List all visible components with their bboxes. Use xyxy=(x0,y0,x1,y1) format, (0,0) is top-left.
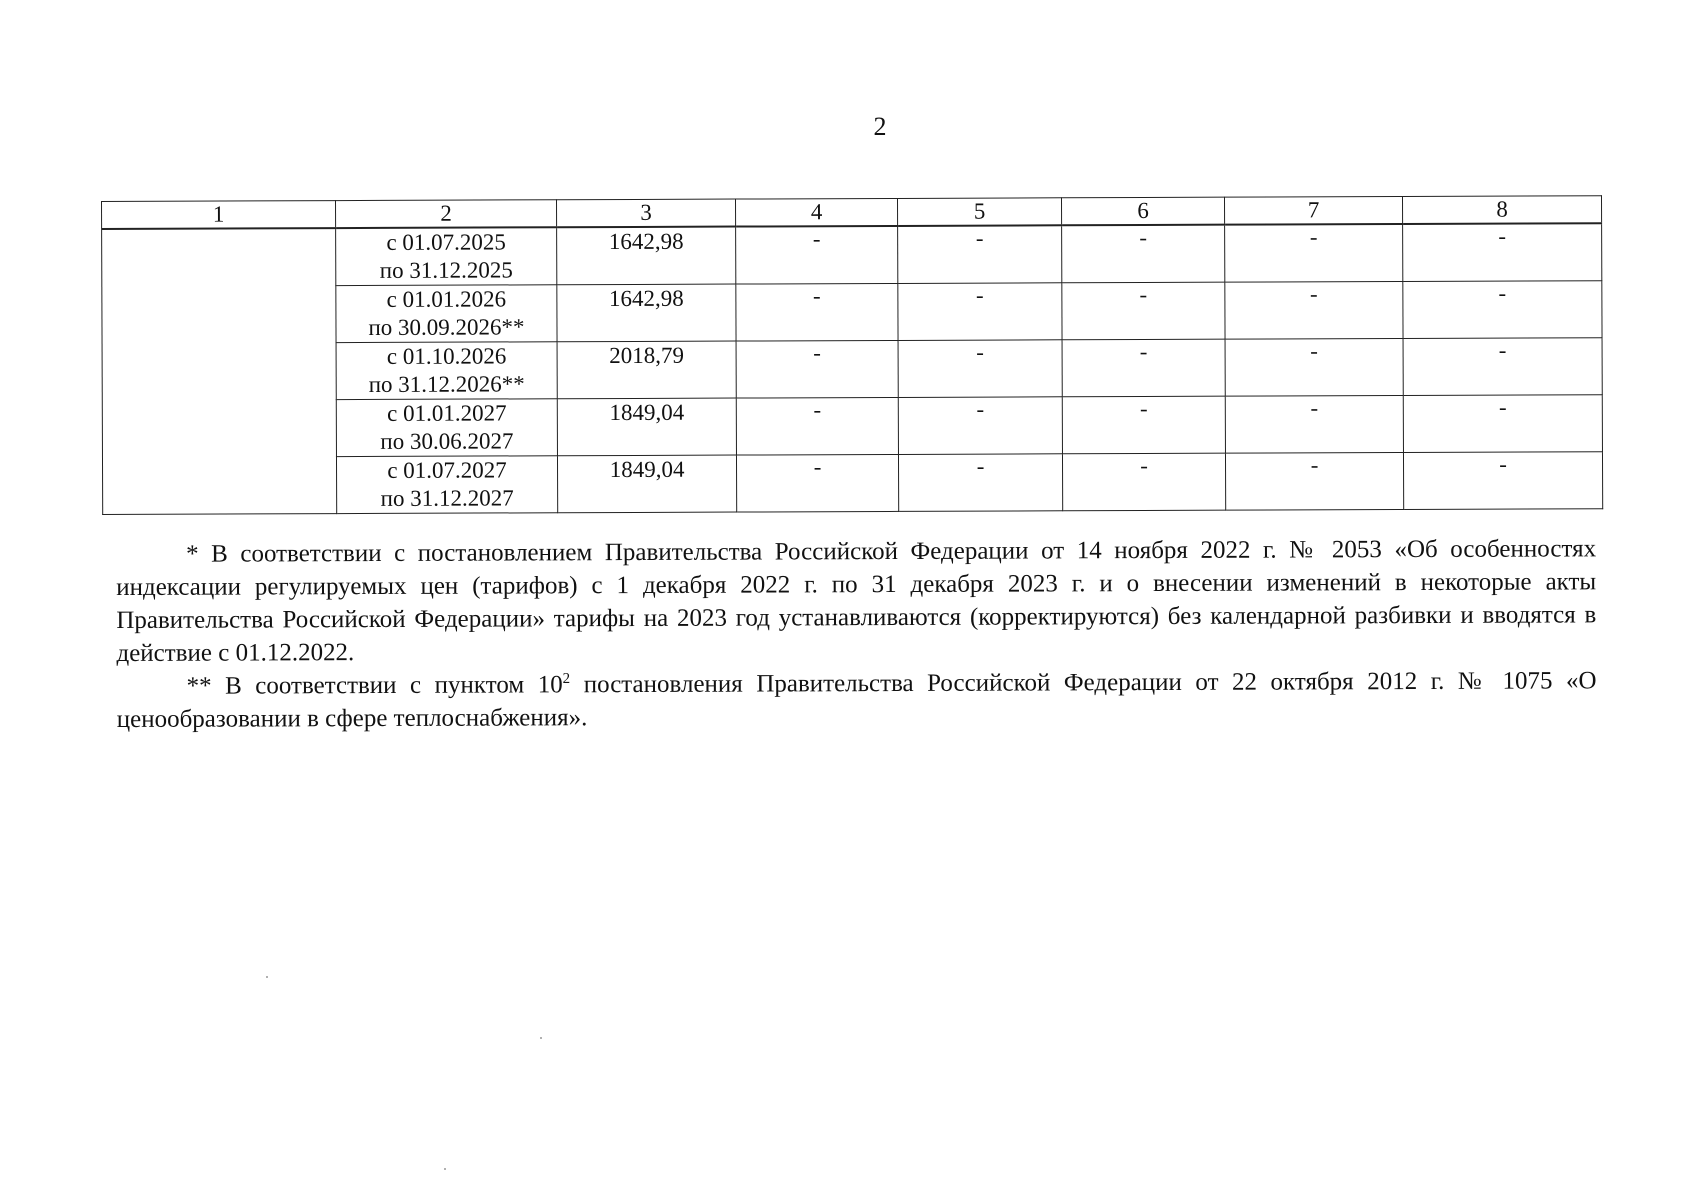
cell-col-7: - xyxy=(1225,224,1403,282)
footnote-double-asterisk xyxy=(117,664,1597,736)
cell-col-7: - xyxy=(1225,339,1403,397)
scan-speck xyxy=(266,976,268,978)
footnote-2-superscript: 2 xyxy=(562,670,571,687)
cell-col-6: - xyxy=(1062,225,1225,283)
cell-col-6: - xyxy=(1062,453,1225,511)
cell-col-7: - xyxy=(1225,282,1403,340)
cell-col-8: - xyxy=(1403,452,1602,510)
tariff-value: 1849,04 xyxy=(557,398,736,456)
footnotes xyxy=(116,532,1597,736)
cell-col-5: - xyxy=(898,397,1062,455)
cell-col-4: - xyxy=(736,397,898,455)
period-from: с 01.01.2027 xyxy=(387,400,507,426)
tariff-value: 1642,98 xyxy=(557,284,736,342)
period-cell xyxy=(336,456,557,514)
period-from: с 01.01.2026 xyxy=(386,286,507,312)
period-from: с 01.10.2026 xyxy=(386,343,507,369)
cell-col-7: - xyxy=(1225,453,1403,511)
footnote-2-text-end: постановления Правительства Российской Федерации от 22 октября 2012 г. № 1075 «О ценообразовании в сфере теплоснабжения». xyxy=(116,667,1597,733)
header-col-6: 6 xyxy=(1061,197,1224,225)
cell-col-5: - xyxy=(898,283,1062,341)
footnote-single-asterisk: * В соответствии с постановлением Правительства Российской Федерации от 14 ноября 2022 г. № 2053 «Об особенностях индексации регулируемых цен (тарифов) с 1 декабря 2022 г. по 31 декабря 2023 г. и о внесении изменений в некоторые акты Правительства Российской Федерации» тарифы на 2023 год устанавливаются (корректируются) без календарной разбивки и вводятся в действие с 01.12.2022. xyxy=(116,535,1597,667)
tariff-value: 2018,79 xyxy=(557,341,736,399)
cell-col-8: - xyxy=(1403,223,1602,281)
cell-col-6: - xyxy=(1062,282,1225,340)
cell-col-4: - xyxy=(736,226,898,284)
tariff-value: 1849,04 xyxy=(557,455,736,513)
period-cell xyxy=(336,227,557,285)
header-col-5: 5 xyxy=(897,198,1061,226)
period-to: по 30.06.2027 xyxy=(380,428,514,454)
cell-col-4: - xyxy=(736,454,898,512)
cell-col-5: - xyxy=(898,225,1062,283)
period-cell xyxy=(336,399,557,457)
period-to: по 30.09.2026** xyxy=(368,314,525,340)
header-col-2: 2 xyxy=(336,200,557,228)
cell-col-6: - xyxy=(1062,339,1225,397)
period-from: с 01.07.2027 xyxy=(387,457,507,483)
period-cell xyxy=(336,285,557,343)
period-to: по 31.12.2026** xyxy=(368,371,525,397)
cell-col-8: - xyxy=(1403,395,1602,453)
period-from: с 01.07.2025 xyxy=(386,229,506,255)
header-col-7: 7 xyxy=(1224,197,1402,225)
period-to: по 31.12.2027 xyxy=(380,485,514,511)
cell-col-4: - xyxy=(736,283,898,341)
merged-cell-col-1 xyxy=(102,228,337,514)
cell-col-8: - xyxy=(1403,281,1602,339)
period-to: по 31.12.2025 xyxy=(379,257,513,283)
tariff-table-container xyxy=(101,195,1602,515)
header-col-1: 1 xyxy=(102,201,336,229)
scan-speck xyxy=(444,1168,446,1170)
footnote-2-text-start: ** В соответствии с пунктом 10 xyxy=(186,671,563,700)
period-cell xyxy=(336,342,557,400)
cell-col-5: - xyxy=(898,454,1062,512)
table-row xyxy=(102,223,1602,286)
header-col-8: 8 xyxy=(1402,196,1601,224)
tariff-table xyxy=(101,195,1603,515)
cell-col-6: - xyxy=(1062,396,1225,454)
tariff-value: 1642,98 xyxy=(557,227,736,285)
cell-col-8: - xyxy=(1403,338,1602,396)
header-col-3: 3 xyxy=(556,199,735,227)
header-col-4: 4 xyxy=(735,198,897,226)
page-number: 2 xyxy=(873,112,887,141)
cell-col-5: - xyxy=(898,340,1062,398)
scan-speck xyxy=(540,1037,542,1039)
cell-col-7: - xyxy=(1225,396,1403,454)
cell-col-4: - xyxy=(736,340,898,398)
